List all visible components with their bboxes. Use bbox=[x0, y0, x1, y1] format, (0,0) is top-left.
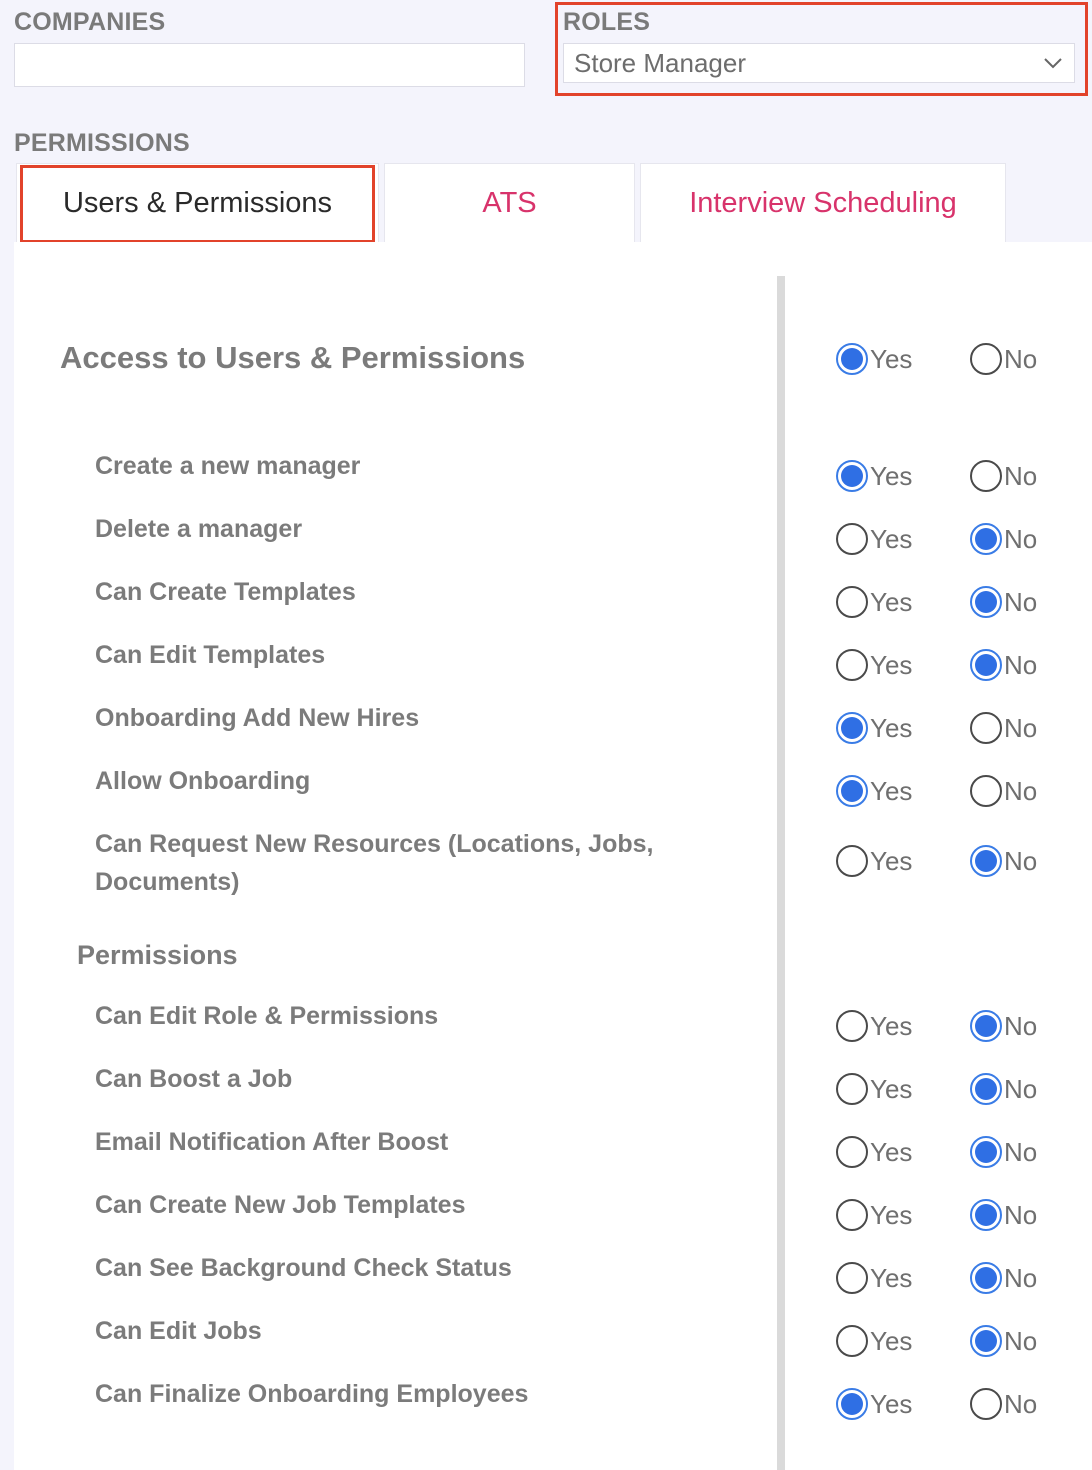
radio-dot-icon bbox=[975, 1015, 997, 1037]
tab-ats[interactable] bbox=[384, 163, 635, 243]
permission-label-can-request-new-resources-locations-jobs-documents: Can Request New Resources (Locations, Jobs, Documents) bbox=[95, 830, 654, 896]
radio-unchecked-icon bbox=[836, 586, 868, 618]
radio-yes-onboarding-add-new-hires[interactable] bbox=[836, 712, 912, 744]
radio-yes-label: Yes bbox=[870, 775, 913, 806]
radio-dot-icon bbox=[975, 528, 997, 550]
radio-yes-can-finalize-onboarding-employees[interactable] bbox=[836, 1388, 912, 1420]
permission-label-can-edit-role-permissions: Can Edit Role & Permissions bbox=[95, 1002, 439, 1030]
radio-no-can-edit-templates[interactable] bbox=[970, 649, 1037, 681]
permission-label-delete-a-manager: Delete a manager bbox=[95, 515, 303, 543]
radio-yes-can-request-new-resources-locations-jobs-documents[interactable] bbox=[836, 845, 912, 877]
radio-yes-label: Yes bbox=[870, 1199, 913, 1230]
radio-checked-icon bbox=[836, 712, 868, 744]
radio-no-label: No bbox=[1004, 1388, 1038, 1419]
radio-no-label: No bbox=[1004, 523, 1038, 554]
radio-no-label: No bbox=[1004, 712, 1038, 743]
radio-no-label: No bbox=[1004, 649, 1038, 680]
radio-checked-icon bbox=[970, 1262, 1002, 1294]
radio-dot-icon bbox=[975, 591, 997, 613]
radio-no-label: No bbox=[1004, 1199, 1038, 1230]
radio-dot-icon bbox=[975, 1204, 997, 1226]
radio-no-access-to-users-permissions[interactable] bbox=[970, 343, 1037, 375]
radio-no-label: No bbox=[1004, 845, 1038, 876]
radio-no-can-create-new-job-templates[interactable] bbox=[970, 1199, 1037, 1231]
radio-unchecked-icon bbox=[970, 1388, 1002, 1420]
radio-no-can-edit-jobs[interactable] bbox=[970, 1325, 1037, 1357]
radio-no-onboarding-add-new-hires[interactable] bbox=[970, 712, 1037, 744]
permission-label-can-boost-a-job: Can Boost a Job bbox=[95, 1065, 293, 1093]
radio-no-delete-a-manager[interactable] bbox=[970, 523, 1037, 555]
radio-no-can-create-templates[interactable] bbox=[970, 586, 1037, 618]
radio-dot-icon bbox=[975, 1141, 997, 1163]
radio-yes-can-create-new-job-templates[interactable] bbox=[836, 1199, 912, 1231]
radio-yes-label: Yes bbox=[870, 649, 913, 680]
radio-yes-label: Yes bbox=[870, 523, 913, 554]
radio-no-can-finalize-onboarding-employees[interactable] bbox=[970, 1388, 1037, 1420]
tab-label: ATS bbox=[482, 187, 537, 219]
permission-label-onboarding-add-new-hires: Onboarding Add New Hires bbox=[95, 704, 420, 732]
radio-no-create-a-new-manager[interactable] bbox=[970, 460, 1037, 492]
permission-label-can-create-templates: Can Create Templates bbox=[95, 578, 356, 606]
permission-label-can-finalize-onboarding-employees: Can Finalize Onboarding Employees bbox=[95, 1380, 529, 1408]
radio-checked-icon bbox=[970, 649, 1002, 681]
radio-dot-icon bbox=[841, 348, 863, 370]
radio-no-label: No bbox=[1004, 775, 1038, 806]
radio-unchecked-icon bbox=[970, 712, 1002, 744]
radio-dot-icon bbox=[975, 654, 997, 676]
radio-unchecked-icon bbox=[836, 523, 868, 555]
radio-unchecked-icon bbox=[970, 343, 1002, 375]
radio-checked-icon bbox=[970, 1136, 1002, 1168]
radio-dot-icon bbox=[841, 780, 863, 802]
radio-checked-icon bbox=[970, 1199, 1002, 1231]
radio-yes-delete-a-manager[interactable] bbox=[836, 523, 912, 555]
radio-unchecked-icon bbox=[836, 1262, 868, 1294]
radio-yes-can-edit-templates[interactable] bbox=[836, 649, 912, 681]
radio-no-can-edit-role-permissions[interactable] bbox=[970, 1010, 1037, 1042]
radio-unchecked-icon bbox=[836, 1010, 868, 1042]
access-heading: Access to Users & Permissions bbox=[60, 340, 526, 375]
radio-dot-icon bbox=[841, 1393, 863, 1415]
radio-no-can-request-new-resources-locations-jobs-documents[interactable] bbox=[970, 845, 1037, 877]
radio-no-label: No bbox=[1004, 460, 1038, 491]
radio-unchecked-icon bbox=[836, 1199, 868, 1231]
radio-checked-icon bbox=[970, 845, 1002, 877]
permission-label-email-notification-after-boost: Email Notification After Boost bbox=[95, 1128, 449, 1156]
radio-yes-create-a-new-manager[interactable] bbox=[836, 460, 912, 492]
radio-no-can-see-background-check-status[interactable] bbox=[970, 1262, 1037, 1294]
radio-yes-can-create-templates[interactable] bbox=[836, 586, 912, 618]
radio-unchecked-icon bbox=[836, 845, 868, 877]
radio-dot-icon bbox=[975, 1330, 997, 1352]
roles-label: ROLES bbox=[563, 8, 651, 36]
radio-checked-icon bbox=[970, 1073, 1002, 1105]
radio-no-label: No bbox=[1004, 1136, 1038, 1167]
radio-yes-label: Yes bbox=[870, 1262, 913, 1293]
radio-no-can-boost-a-job[interactable] bbox=[970, 1073, 1037, 1105]
radio-unchecked-icon bbox=[970, 460, 1002, 492]
radio-yes-label: Yes bbox=[870, 1010, 913, 1041]
radio-yes-label: Yes bbox=[870, 845, 913, 876]
radio-unchecked-icon bbox=[836, 1073, 868, 1105]
radio-yes-access-to-users-permissions[interactable] bbox=[836, 343, 912, 375]
radio-no-email-notification-after-boost[interactable] bbox=[970, 1136, 1037, 1168]
radio-checked-icon bbox=[970, 523, 1002, 555]
permission-label-create-a-new-manager: Create a new manager bbox=[95, 452, 361, 480]
radio-checked-icon bbox=[970, 1010, 1002, 1042]
radio-no-label: No bbox=[1004, 343, 1038, 374]
tab-highlight-box bbox=[20, 165, 375, 243]
roles-selected-value: Store Manager bbox=[574, 47, 746, 78]
permissions-subheading: Permissions bbox=[77, 940, 238, 970]
permission-label-allow-onboarding: Allow Onboarding bbox=[95, 767, 311, 795]
radio-dot-icon bbox=[975, 1267, 997, 1289]
radio-dot-icon bbox=[841, 465, 863, 487]
radio-dot-icon bbox=[841, 717, 863, 739]
tab-label: Users & Permissions bbox=[62, 187, 333, 219]
companies-input[interactable] bbox=[14, 43, 525, 87]
radio-checked-icon bbox=[970, 1325, 1002, 1357]
radio-yes-can-edit-role-permissions[interactable] bbox=[836, 1010, 912, 1042]
radio-dot-icon bbox=[975, 850, 997, 872]
permission-label-can-see-background-check-status: Can See Background Check Status bbox=[95, 1254, 512, 1282]
companies-label: COMPANIES bbox=[14, 8, 166, 36]
roles-highlight-box bbox=[555, 2, 1088, 96]
tab-label: Interview Scheduling bbox=[689, 187, 957, 219]
radio-yes-label: Yes bbox=[870, 1073, 913, 1104]
radio-yes-can-edit-jobs[interactable] bbox=[836, 1325, 912, 1357]
radio-yes-label: Yes bbox=[870, 712, 913, 743]
radio-yes-label: Yes bbox=[870, 1388, 913, 1419]
permissions-label: PERMISSIONS bbox=[14, 129, 190, 157]
radio-no-allow-onboarding[interactable] bbox=[970, 775, 1037, 807]
radio-no-label: No bbox=[1004, 1325, 1038, 1356]
tab-interview-scheduling[interactable] bbox=[640, 163, 1006, 243]
radio-unchecked-icon bbox=[836, 1325, 868, 1357]
radio-checked-icon bbox=[970, 586, 1002, 618]
radio-dot-icon bbox=[975, 1078, 997, 1100]
column-divider bbox=[777, 276, 785, 1470]
permission-label-can-edit-templates: Can Edit Templates bbox=[95, 641, 326, 669]
radio-yes-label: Yes bbox=[870, 586, 913, 617]
radio-yes-can-boost-a-job[interactable] bbox=[836, 1073, 912, 1105]
radio-no-label: No bbox=[1004, 1010, 1038, 1041]
radio-yes-label: Yes bbox=[870, 343, 913, 374]
radio-yes-email-notification-after-boost[interactable] bbox=[836, 1136, 912, 1168]
permission-label-can-edit-jobs: Can Edit Jobs bbox=[95, 1317, 262, 1345]
radio-checked-icon bbox=[836, 1388, 868, 1420]
radio-yes-can-see-background-check-status[interactable] bbox=[836, 1262, 912, 1294]
radio-no-label: No bbox=[1004, 1073, 1038, 1104]
radio-unchecked-icon bbox=[836, 1136, 868, 1168]
radio-yes-label: Yes bbox=[870, 1136, 913, 1167]
radio-unchecked-icon bbox=[970, 775, 1002, 807]
radio-yes-label: Yes bbox=[870, 1325, 913, 1356]
radio-checked-icon bbox=[836, 460, 868, 492]
radio-yes-label: Yes bbox=[870, 460, 913, 491]
permission-label-can-create-new-job-templates: Can Create New Job Templates bbox=[95, 1191, 466, 1219]
radio-unchecked-icon bbox=[836, 649, 868, 681]
radio-checked-icon bbox=[836, 343, 868, 375]
radio-no-label: No bbox=[1004, 586, 1038, 617]
radio-yes-allow-onboarding[interactable] bbox=[836, 775, 912, 807]
radio-no-label: No bbox=[1004, 1262, 1038, 1293]
radio-checked-icon bbox=[836, 775, 868, 807]
